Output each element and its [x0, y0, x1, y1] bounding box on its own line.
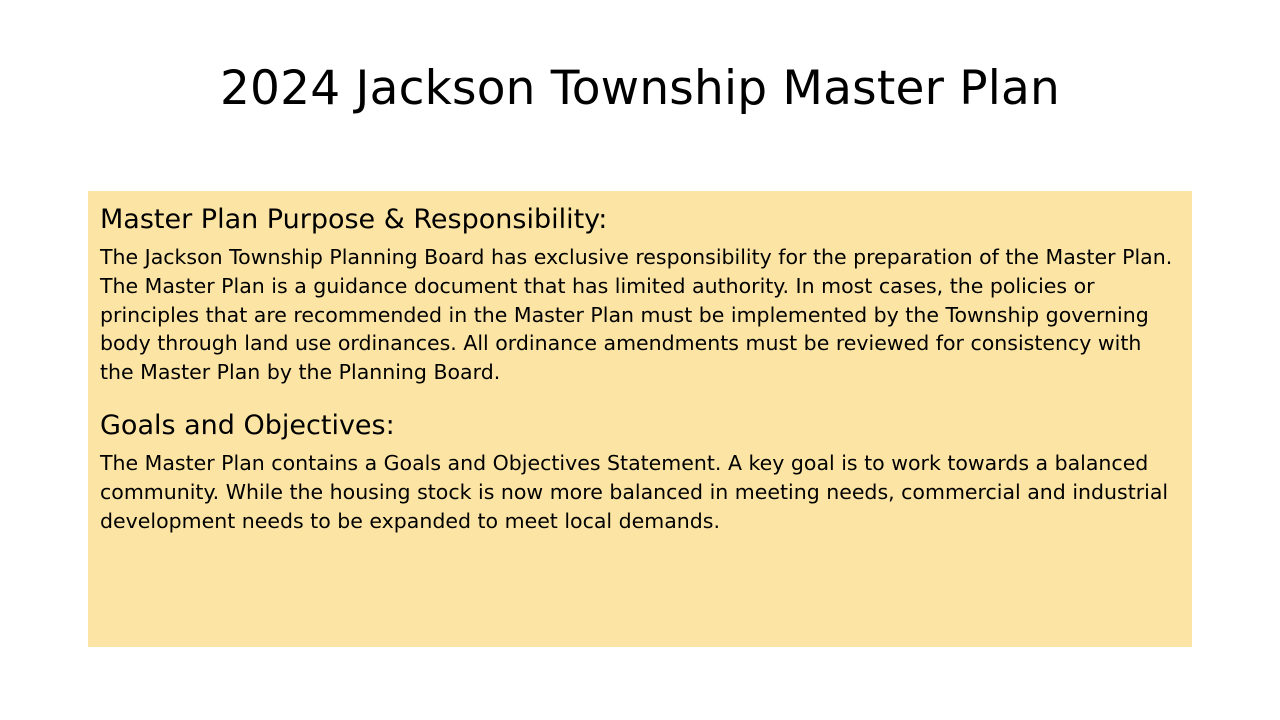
section-heading-purpose: Master Plan Purpose & Responsibility:: [100, 204, 608, 235]
section-body-purpose: The Jackson Township Planning Board has exclusive responsibility for the preparation of the Master Plan. The Master Plan is a guidance document that has limited authority. In most cases, the policies or principles that are recommended in the Master Plan must be implemented by the Township governing body through land use ordinances. All ordinance amendments must be reviewed for consistency with the Master Plan by the Planning Board.: [100, 244, 1173, 385]
page-title: 2024 Jackson Township Master Plan: [219, 61, 1061, 116]
section-heading-goals: Goals and Objectives:: [100, 410, 395, 442]
section-body-goals: The Master Plan contains a Goals and Objectives Statement. A key goal is to work towards a balanced community. While the housing stock is now more balanced in meeting needs, commercial and industrial development needs to be expanded to meet local demands.: [100, 450, 1169, 533]
content-box: [88, 191, 1192, 647]
